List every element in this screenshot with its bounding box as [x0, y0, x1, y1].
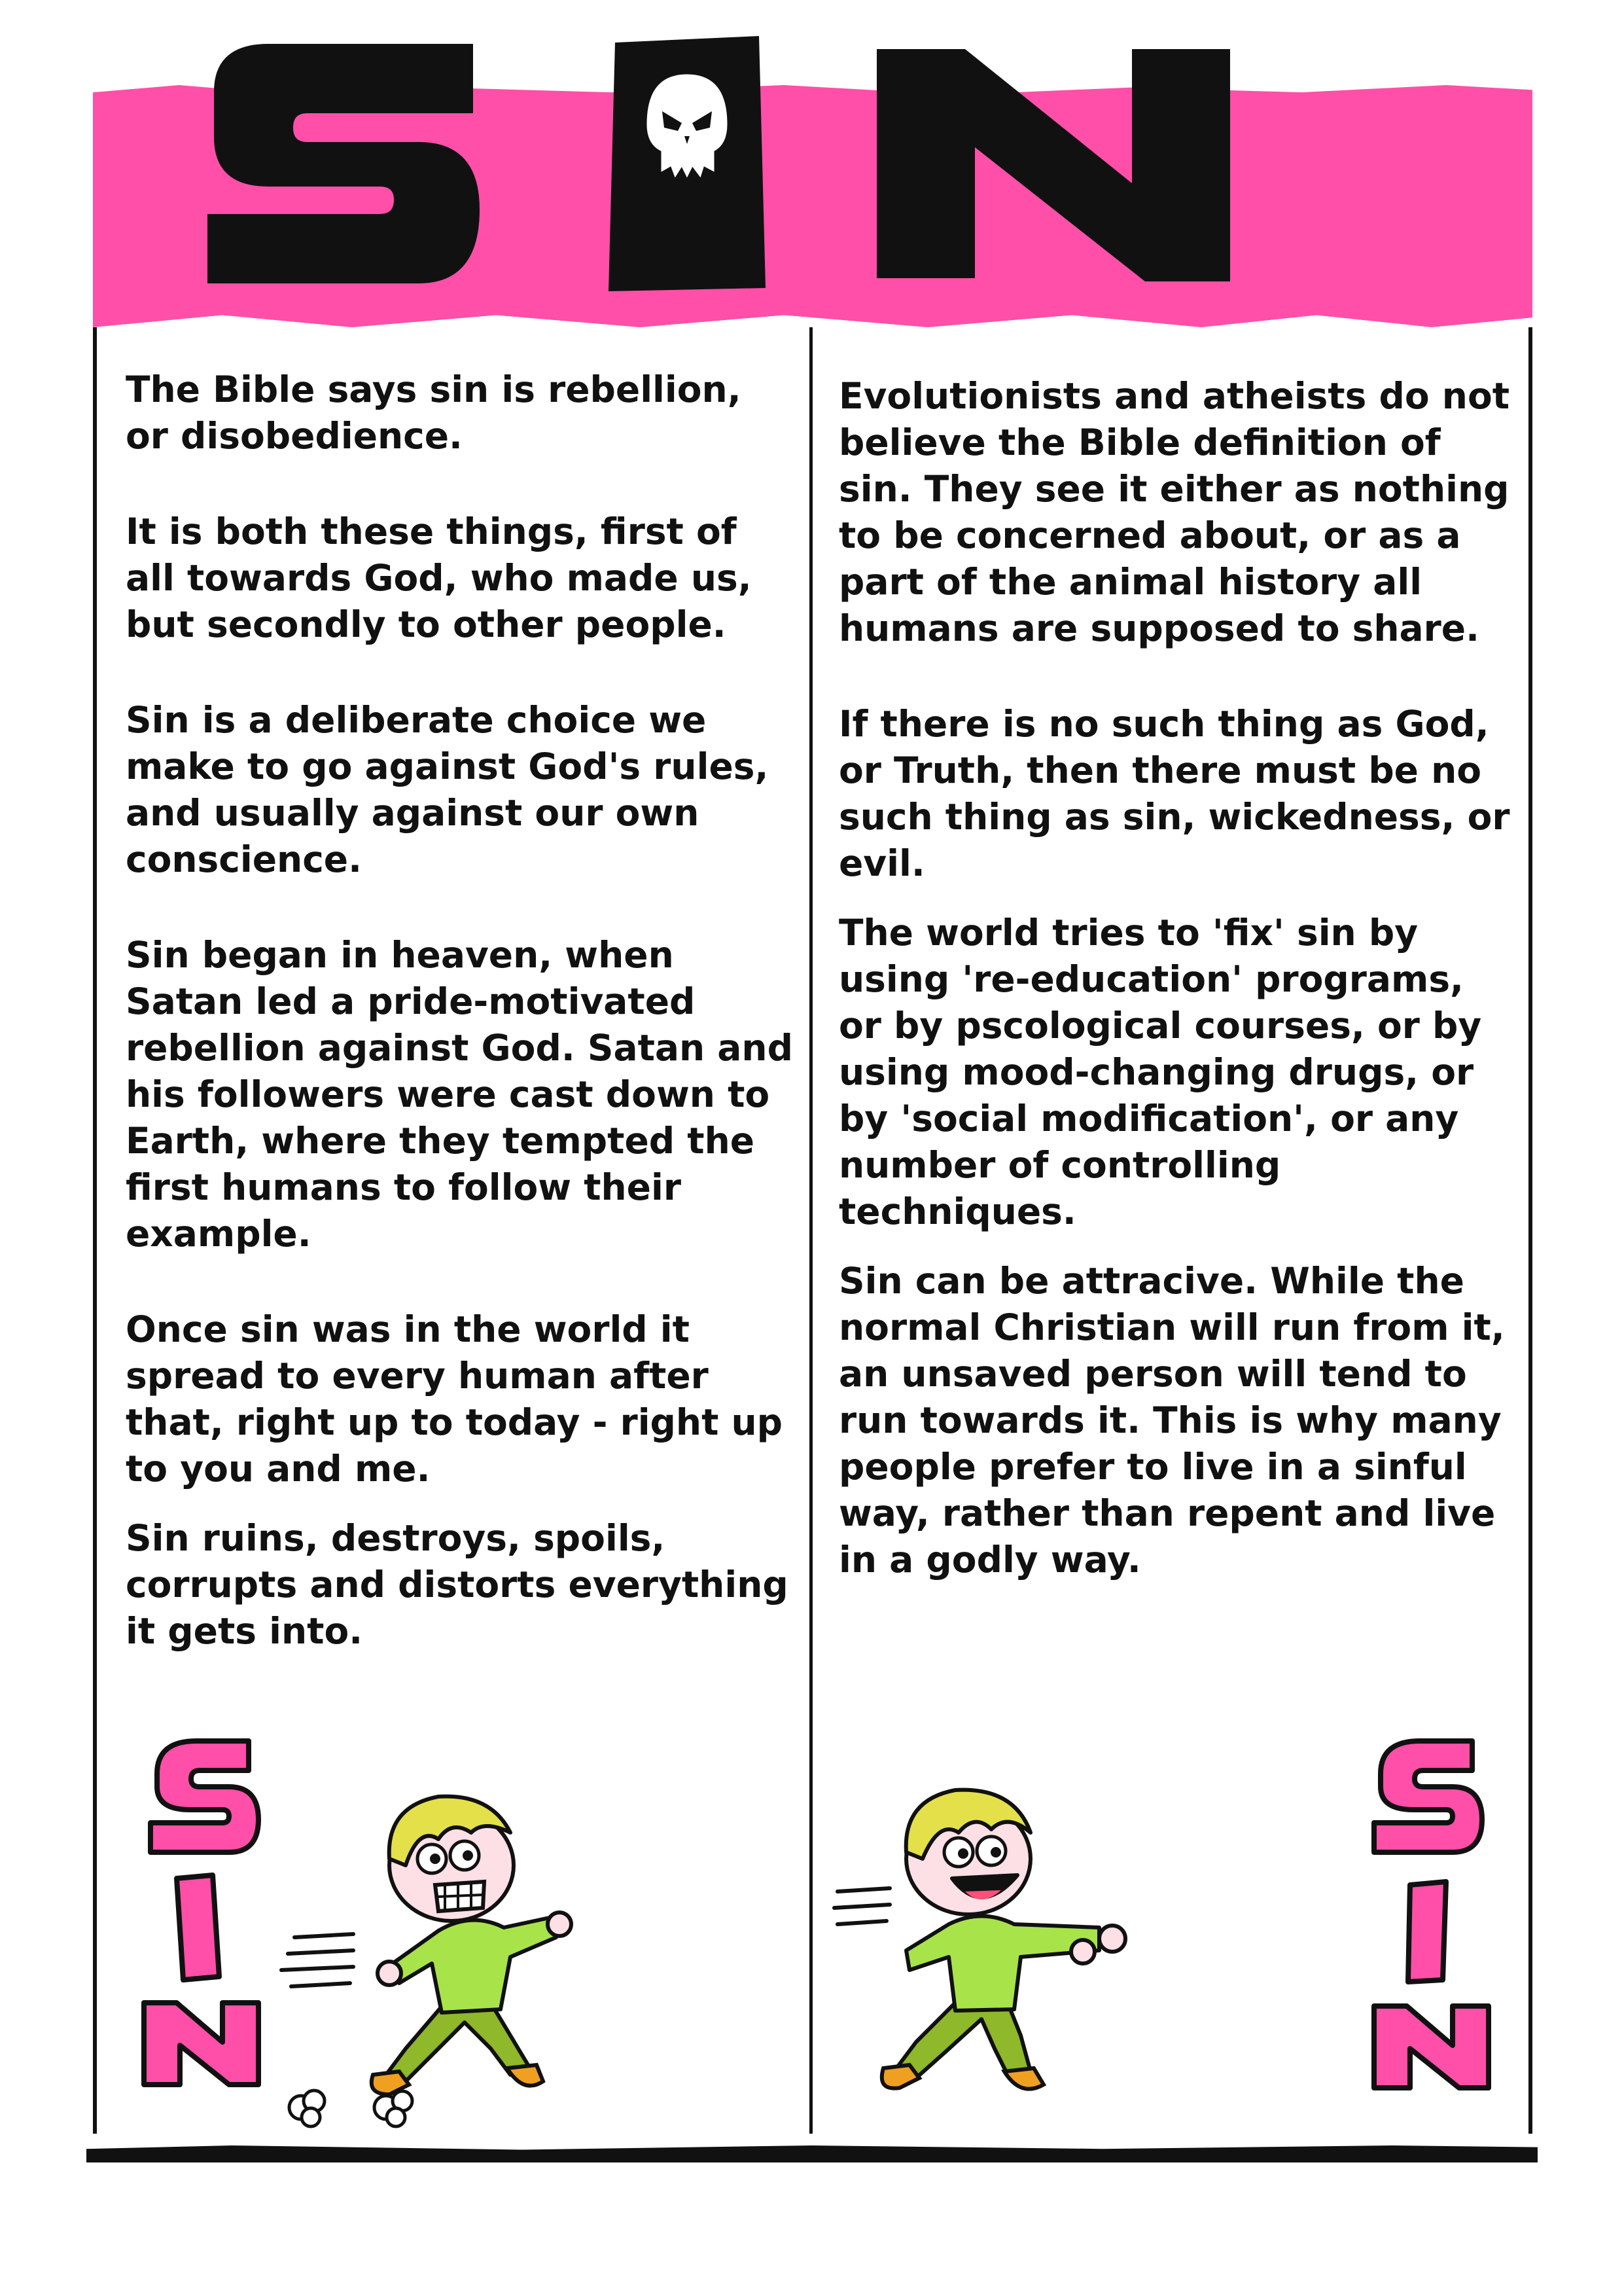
column-divider	[809, 327, 813, 2134]
dust-clouds	[289, 2090, 412, 2126]
boy-shirt	[906, 1916, 1099, 2011]
boy-shoe	[1004, 2068, 1044, 2089]
speed-lines	[281, 1934, 353, 1986]
right-column	[839, 373, 1513, 1583]
speed-lines	[834, 1888, 890, 1924]
title-logo	[170, 13, 1413, 301]
boy-legs	[896, 2003, 1031, 2078]
right-sin-letters	[1348, 1728, 1518, 2094]
left-paragraph: Sin is a deliberate choice we make to go against God's rules, and usually against our own conscience.	[126, 699, 769, 880]
title-letter-n	[877, 49, 1230, 281]
right-paragraph: Evolutionists and atheists do not believe the Bible definition of sin. They see it either as nothing to be concerned about, or as a part of the animal history all humans are supposed to share.	[839, 375, 1510, 649]
left-column	[126, 367, 793, 1655]
boy-shoe	[882, 2065, 919, 2089]
left-paragraph: Sin ruins, destroys, spoils, corrupts and distorts everything it gets into.	[126, 1517, 788, 1652]
title-letter-s	[209, 46, 478, 281]
happy-boy-illustration	[824, 1767, 1322, 2134]
right-paragraph: The world tries to 'fix' sin by using 're-education' programs, or by pscological courses, or by using mood-changing drugs, or by 'social modification', or any number of controlling techniques.	[839, 912, 1482, 1232]
scared-boy-illustration	[275, 1767, 746, 2134]
boy-hand	[1071, 1940, 1095, 1964]
left-letter-s	[150, 1741, 258, 1852]
left-border	[93, 327, 97, 2134]
boy-hand	[548, 1912, 571, 1936]
right-paragraph: Sin can be attracive. While the normal Christian will run from it, an unsaved person will tend to run towards it. This is why many people prefer to live in a sinful way, rather than repent and live in a godly way.	[839, 1260, 1505, 1581]
boy-hand	[1099, 1926, 1125, 1952]
left-paragraph: Once sin was in the world it spread to every human after that, right up to today - right up to you and me.	[126, 1308, 783, 1490]
right-border	[1528, 327, 1532, 2134]
boy-shirt	[393, 1918, 556, 2013]
bottom-border	[86, 2145, 1538, 2162]
left-letter-n	[144, 2003, 258, 2085]
boy-shoe	[507, 2065, 543, 2086]
left-letter-i	[177, 1875, 219, 1980]
right-letter-s	[1374, 1741, 1482, 1852]
right-letter-i	[1408, 1882, 1446, 1982]
left-paragraph: The Bible says sin is rebellion, or disobedience.	[126, 368, 741, 457]
left-paragraph: It is both these things, first of all towards God, who made us, but secondly to other people.	[126, 511, 752, 645]
right-paragraph: If there is no such thing as God, or Truth, then there must be no such thing as sin, wickedness, or evil.	[839, 703, 1510, 884]
left-paragraph: Sin began in heaven, when Satan led a pride-motivated rebellion against God. Satan and his followers were cast down to Earth, where they tempted the first humans to follow their example.	[126, 934, 793, 1255]
boy-hand	[378, 1962, 401, 1985]
right-letter-n	[1374, 2006, 1489, 2088]
